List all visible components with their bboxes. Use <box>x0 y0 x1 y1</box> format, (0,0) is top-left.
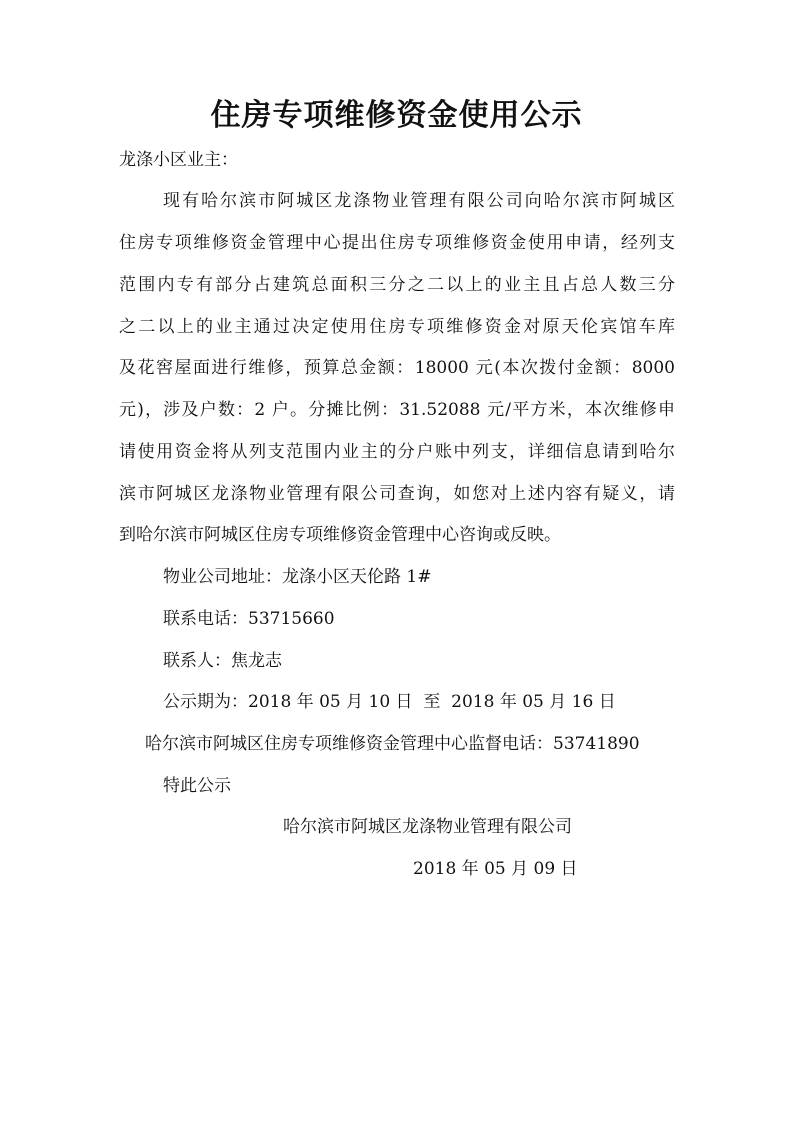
body-line-6: 元)，涉及户数：2 户。分摊比例：31.52088 元/平方米，本次维修申 <box>119 400 675 420</box>
body-line-2: 住房专项维修资金管理中心提出住房专项维修资金使用申请，经列支 <box>119 233 675 253</box>
body-line-5: 及花窖屋面进行维修，预算总金额：18000 元(本次拨付金额：8000 <box>119 358 675 378</box>
notice-period: 公示期为：2018 年 05 月 10 日 至 2018 年 05 月 16 日 <box>163 692 616 712</box>
salutation: 龙涤小区业主： <box>119 150 238 170</box>
body-line-7: 请使用资金将从列支范围内业主的分户账中列支，详细信息请到哈尔 <box>119 442 675 462</box>
body-line-1: 现有哈尔滨市阿城区龙涤物业管理有限公司向哈尔滨市阿城区 <box>163 191 675 211</box>
contact-person: 联系人：焦龙志 <box>163 651 282 671</box>
signature-company: 哈尔滨市阿城区龙涤物业管理有限公司 <box>283 817 572 837</box>
property-address: 物业公司地址：龙涤小区天伦路 1# <box>163 567 432 587</box>
supervision-hotline: 哈尔滨市阿城区住房专项维修资金管理中心监督电话：53741890 <box>145 734 640 754</box>
body-line-8: 滨市阿城区龙涤物业管理有限公司查询，如您对上述内容有疑义，请 <box>119 484 675 504</box>
body-line-3: 范围内专有部分占建筑总面积三分之二以上的业主且占总人数三分 <box>119 275 675 295</box>
signature-date: 2018 年 05 月 09 日 <box>413 859 578 879</box>
body-line-4: 之二以上的业主通过决定使用住房专项维修资金对原天伦宾馆车库 <box>119 317 675 337</box>
closing-statement: 特此公示 <box>163 776 231 796</box>
body-line-9: 到哈尔滨市阿城区住房专项维修资金管理中心咨询或反映。 <box>119 525 561 545</box>
contact-phone: 联系电话：53715660 <box>163 609 335 629</box>
document-title: 住房专项维修资金使用公示 <box>210 98 583 133</box>
